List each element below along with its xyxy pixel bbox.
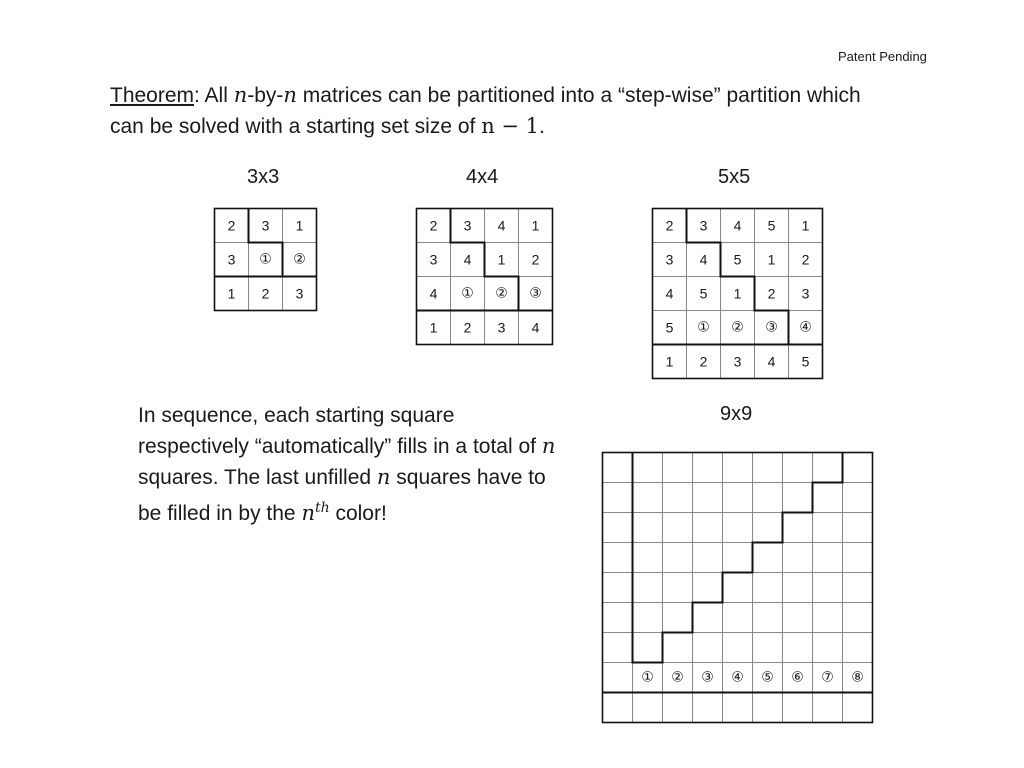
para-text-1: In sequence, each starting square respectively “automatically” fills in a total of	[138, 404, 542, 458]
cell-number: 2	[261, 285, 270, 302]
starting-square-number: ③	[701, 669, 714, 686]
label-3x3: 3x3	[247, 166, 280, 188]
cell-number: 2	[227, 217, 236, 234]
starting-square-number: ③	[765, 319, 778, 336]
grid-4x4	[416, 208, 553, 345]
cell-number: 1	[429, 319, 438, 336]
starting-square-number: ②	[731, 319, 744, 336]
cell-number: 1	[801, 217, 810, 234]
cell-number: 2	[801, 251, 810, 268]
theorem-period: .	[539, 115, 545, 138]
grid-9x9	[602, 452, 878, 724]
starting-square-number: ②	[495, 285, 508, 302]
cell-number: 2	[531, 251, 540, 268]
cell-number: 3	[261, 217, 270, 234]
patent-pending-note: Patent Pending	[838, 49, 927, 64]
cell-number: 2	[463, 319, 472, 336]
starting-square-number: ①	[259, 251, 272, 268]
cell-number: 5	[699, 285, 708, 302]
cell-number: 3	[699, 217, 708, 234]
cell-number: 4	[463, 251, 472, 268]
theorem-text-all: : All	[194, 84, 234, 107]
cell-number: 1	[665, 353, 674, 370]
starting-square-number: ①	[697, 319, 710, 336]
cell-number: 4	[665, 285, 674, 302]
label-9x9: 9x9	[720, 403, 753, 425]
grid-5x5	[652, 208, 823, 379]
para-text-2: squares. The last unfilled	[138, 466, 377, 489]
label-5x5: 5x5	[718, 166, 751, 188]
starting-square-number: ①	[461, 285, 474, 302]
starting-square-number: ①	[641, 669, 654, 686]
theorem-text-rest: matrices can be partitioned into a “step-wise” partition which can be solved with a starting set size of	[110, 84, 861, 138]
cell-number: 3	[463, 217, 472, 234]
cell-number: 5	[767, 217, 776, 234]
theorem-var-n2: n	[283, 83, 297, 107]
cell-number: 3	[733, 353, 742, 370]
starting-square-number: ④	[731, 669, 744, 686]
cell-number: 1	[497, 251, 506, 268]
theorem-formula: n − 1	[481, 114, 540, 138]
starting-square-number: ⑦	[821, 669, 834, 686]
para-var-nth-sup: th	[314, 500, 330, 516]
cell-number: 5	[733, 251, 742, 268]
starting-square-number: ⑥	[791, 669, 804, 686]
cell-number: 4	[531, 319, 540, 336]
cell-number: 3	[497, 319, 506, 336]
starting-square-number: ⑤	[761, 669, 774, 686]
cell-number: 3	[295, 285, 304, 302]
cell-number: 1	[767, 251, 776, 268]
starting-square-number: ②	[671, 669, 684, 686]
cell-number: 2	[665, 217, 674, 234]
cell-number: 1	[227, 285, 236, 302]
theorem-title: Theorem	[110, 84, 195, 107]
starting-square-number: ⑧	[851, 669, 864, 686]
para-var-n2: n	[376, 465, 391, 489]
cell-number: 2	[699, 353, 708, 370]
explanation-paragraph	[138, 400, 558, 529]
cell-number: 3	[227, 251, 236, 268]
para-text-3: squares have to be filled in by the	[138, 466, 546, 525]
cell-number: 1	[733, 285, 742, 302]
grid-3x3	[214, 208, 317, 311]
cell-number: 5	[665, 319, 674, 336]
cell-number: 5	[801, 353, 810, 370]
starting-square-number: ②	[293, 251, 306, 268]
cell-number: 4	[733, 217, 742, 234]
cell-number: 4	[497, 217, 506, 234]
cell-number: 2	[767, 285, 776, 302]
cell-number: 2	[429, 217, 438, 234]
cell-number: 4	[429, 285, 438, 302]
cell-number: 4	[767, 353, 776, 370]
starting-square-number: ④	[799, 319, 812, 336]
para-var-nth: n	[301, 501, 315, 525]
para-text-4: color!	[329, 502, 387, 525]
cell-number: 3	[801, 285, 810, 302]
theorem-var-n1: n	[233, 83, 248, 107]
label-4x4: 4x4	[466, 166, 499, 188]
starting-square-number: ③	[529, 285, 542, 302]
cell-number: 3	[665, 251, 674, 268]
cell-number: 3	[429, 251, 438, 268]
staircase-partition	[633, 453, 843, 663]
theorem-by: -by-	[247, 84, 284, 107]
cell-number: 1	[295, 217, 304, 234]
cell-number: 1	[531, 217, 540, 234]
cell-number: 4	[699, 251, 708, 268]
para-var-n1: n	[541, 434, 556, 458]
theorem-statement	[110, 80, 870, 142]
